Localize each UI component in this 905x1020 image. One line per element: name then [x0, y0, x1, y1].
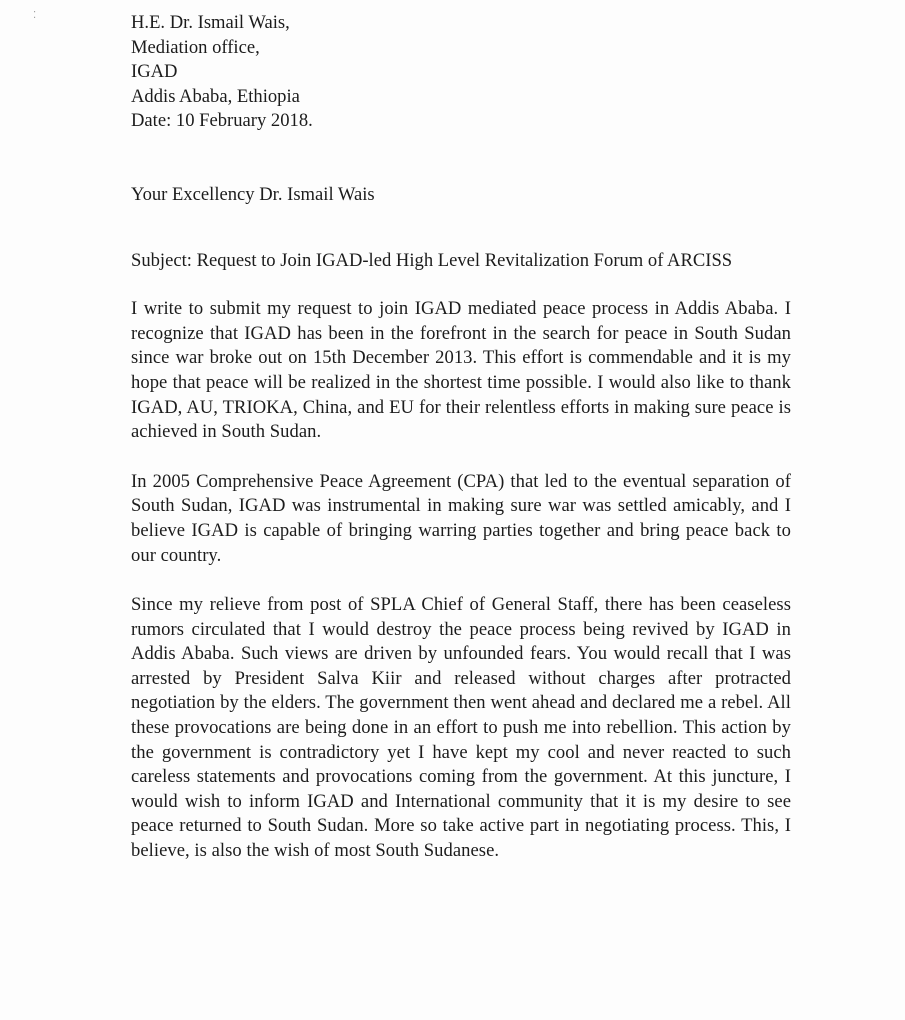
salutation: Your Excellency Dr. Ismail Wais: [131, 183, 375, 205]
scan-artifact-mark: ⁚: [33, 10, 37, 21]
body-paragraph-rumors: Since my relieve from post of SPLA Chief of General Staff, there has been ceaseless rumors circulated that I would destroy the peace process being revived by IGAD in Addis Ababa. Such views are driven by unfounded fears. You would recall that I was arrested by President Salva Kiir and released without charges after protracted negotiation by the elders. The government then went ahead and declared me a rebel. All these provocations are being done in an effort to push me into rebellion. This action by the government is contradictory yet I have kept my cool and never reacted to such careless statements and provocations coming from the government. At this juncture, I would wish to inform IGAD and International community that it is my desire to see peace returned to South Sudan. More so take active part in negotiating process. This, I believe, is also the wish of most South Sudanese.: [131, 594, 791, 862]
recipient-city: Addis Ababa, Ethiopia: [131, 85, 300, 107]
subject-line: Subject: Request to Join IGAD-led High Level Revitalization Forum of ARCISS: [131, 249, 733, 271]
body-paragraph-request: I write to submit my request to join IGAD mediated peace process in Addis Ababa. I recognize that IGAD has been in the forefront in the search for peace in South Sudan since war broke out on 15th December 2013. This effort is commendable and it is my hope that peace will be realized in the shortest time possible. I would also like to thank IGAD, AU, TRIOKA, China, and EU for their relentless efforts in making sure peace is achieved in South Sudan.: [131, 298, 791, 443]
recipient-address-block: [131, 11, 791, 134]
letter-date: Date: 10 February 2018.: [131, 110, 313, 132]
recipient-name: H.E. Dr. Ismail Wais,: [131, 12, 290, 33]
letter-body: [131, 11, 791, 864]
recipient-organization: IGAD: [131, 61, 178, 83]
body-paragraph-cpa: In 2005 Comprehensive Peace Agreement (CPA) that led to the eventual separation of South Sudan, IGAD was instrumental in making sure war was settled amicably, and I believe IGAD is capable of bringing warring parties together and bring peace back to our country.: [131, 470, 791, 566]
recipient-office: Mediation office,: [131, 36, 260, 58]
